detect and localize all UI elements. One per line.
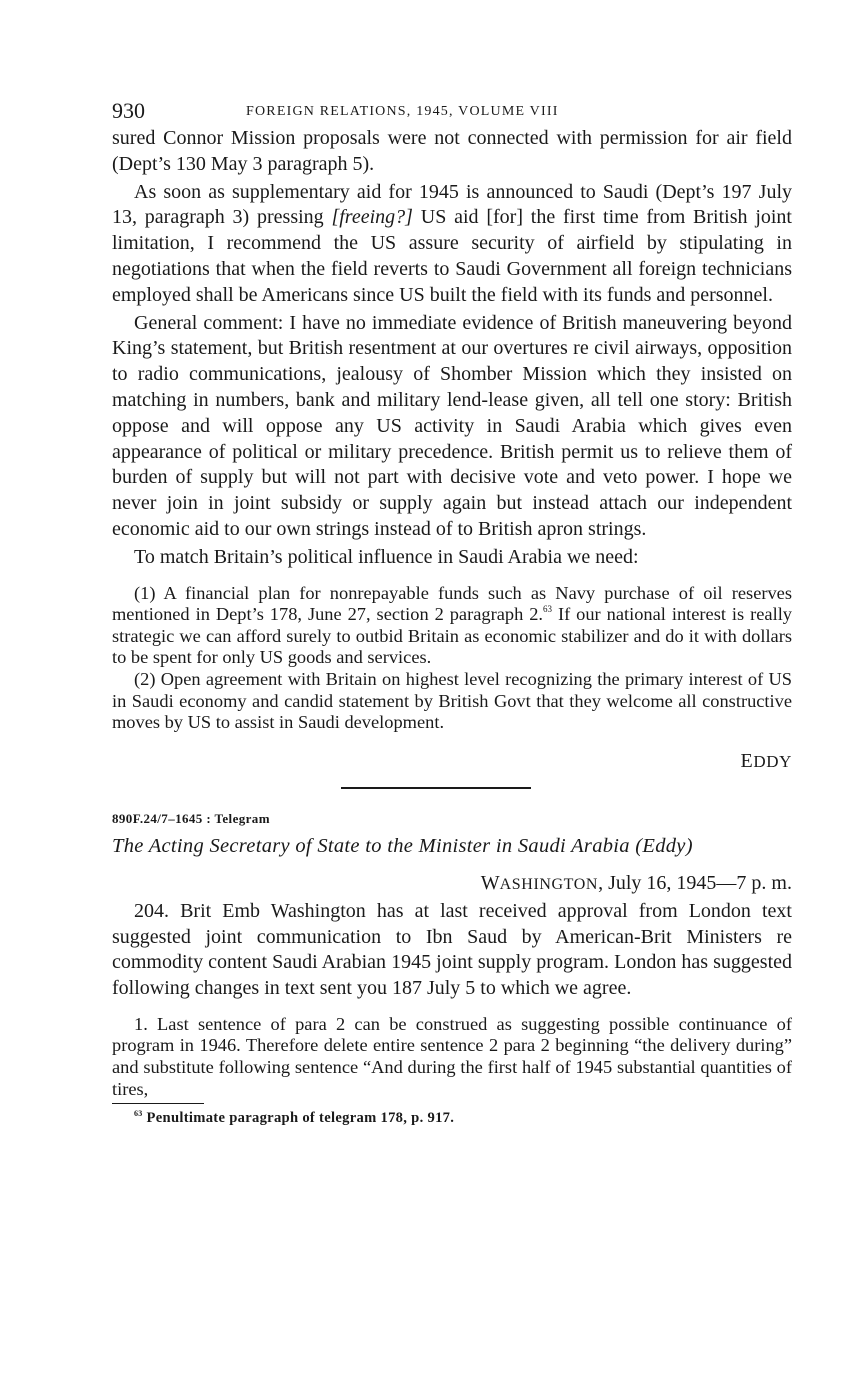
list-item-1 <box>112 583 792 669</box>
section-divider <box>341 787 531 789</box>
paragraph-1: sured Connor Mission proposals were not connected with permission for air field (Dept’s 130 May 3 paragraph 5). <box>112 127 792 175</box>
signature-initial: E <box>740 749 754 772</box>
paragraph-2-part-b: US aid [for] the first time from British joint limitation, I recommend the US assure security of airfield by stipulating in negotiations that when the field reverts to Saudi Government all foreign technicians employed shall be Americans since US built the field with its funds and personnel. <box>112 206 792 306</box>
document-page <box>112 92 792 1127</box>
footnote-rule <box>112 1103 204 1104</box>
dateline-rest: , July 16, 1945—7 p. m. <box>598 871 792 894</box>
dateline <box>112 872 792 895</box>
page-number: 930 <box>112 98 145 123</box>
footnote <box>112 1110 792 1127</box>
dateline-initial: W <box>480 871 500 894</box>
file-reference: 890F.24/7–1645 : Telegram <box>112 810 270 826</box>
signature-rest: DDY <box>753 751 792 771</box>
list-item-1-part-b: If our national interest is really strategic we can afford surely to outbid Britain as economic stabilizer and do it with dollars to be spent for only US goods and services. <box>112 604 792 668</box>
footnote-mark: 63 <box>134 1109 143 1119</box>
paragraph-4: To match Britain’s political influence in Saudi Arabia we need: <box>134 545 639 568</box>
footnote-ref-63: 63 <box>543 604 553 615</box>
footnote-text: Penultimate paragraph of telegram 178, p. 917. <box>142 1110 455 1127</box>
paragraph-2 <box>112 180 792 309</box>
running-head <box>112 92 792 126</box>
running-title: FOREIGN RELATIONS, 1945, VOLUME VIII <box>246 104 559 119</box>
telegram-paragraph-1: 204. Brit Emb Washington has at last received approval from London text suggested joint communication to Ibn Saud by American-Brit Ministers re commodity content Saudi Arabian 1945 joint supply program. London has suggested following changes in text sent you 187 July 5 to which we agree. <box>112 899 792 1000</box>
list-item-2: (2) Open agreement with Britain on highest level recognizing the primary interest of US in Saudi economy and candid statement by British Govt that they welcome all constructive moves by US to assist in Saudi development. <box>112 668 792 733</box>
dateline-small-caps: ASHINGTON <box>499 875 599 893</box>
paragraph-3: General comment: I have no immediate evidence of British maneuvering beyond King’s statement, but British resentment at our overtures re civil airways, opposition to radio communications, jealousy of Shomber Mission which they insisted on matching in numbers, bank and military lend-lease given, all tell one story: British oppose and will oppose any US activity in Saudi Arabia which gives even appearance of political or military precedence. British permit us to relieve them of burden of supply but will not part with decisive vote and veto power. I hope we never join in joint subsidy or supply again but instead attach our independent economic aid to our own strings instead of to British apron strings. <box>112 311 792 540</box>
list-item-1-part-a: (1) A financial plan for nonrepayable funds such as Navy purchase of oil reserves mentioned in Dept’s 178, June 27, section 2 paragraph 2. <box>112 582 792 625</box>
signature <box>112 750 792 774</box>
paragraph-2-italic: [freeing?] <box>331 206 413 229</box>
document-title: The Acting Secretary of State to the Minister in Saudi Arabia (Eddy) <box>112 834 693 857</box>
telegram-paragraph-2: 1. Last sentence of para 2 can be construed as suggesting possible continuance of program in 1946. Therefore delete entire sentence 2 para 2 beginning “the delivery during” and substitute following sentence “And during the first half of 1945 substantial quantities of tires, <box>112 1013 792 1099</box>
paragraph-2-part-a: As soon as supplementary aid for 1945 is announced to Saudi (Dept’s 197 July 13, paragraph 3) pressing <box>112 180 792 229</box>
